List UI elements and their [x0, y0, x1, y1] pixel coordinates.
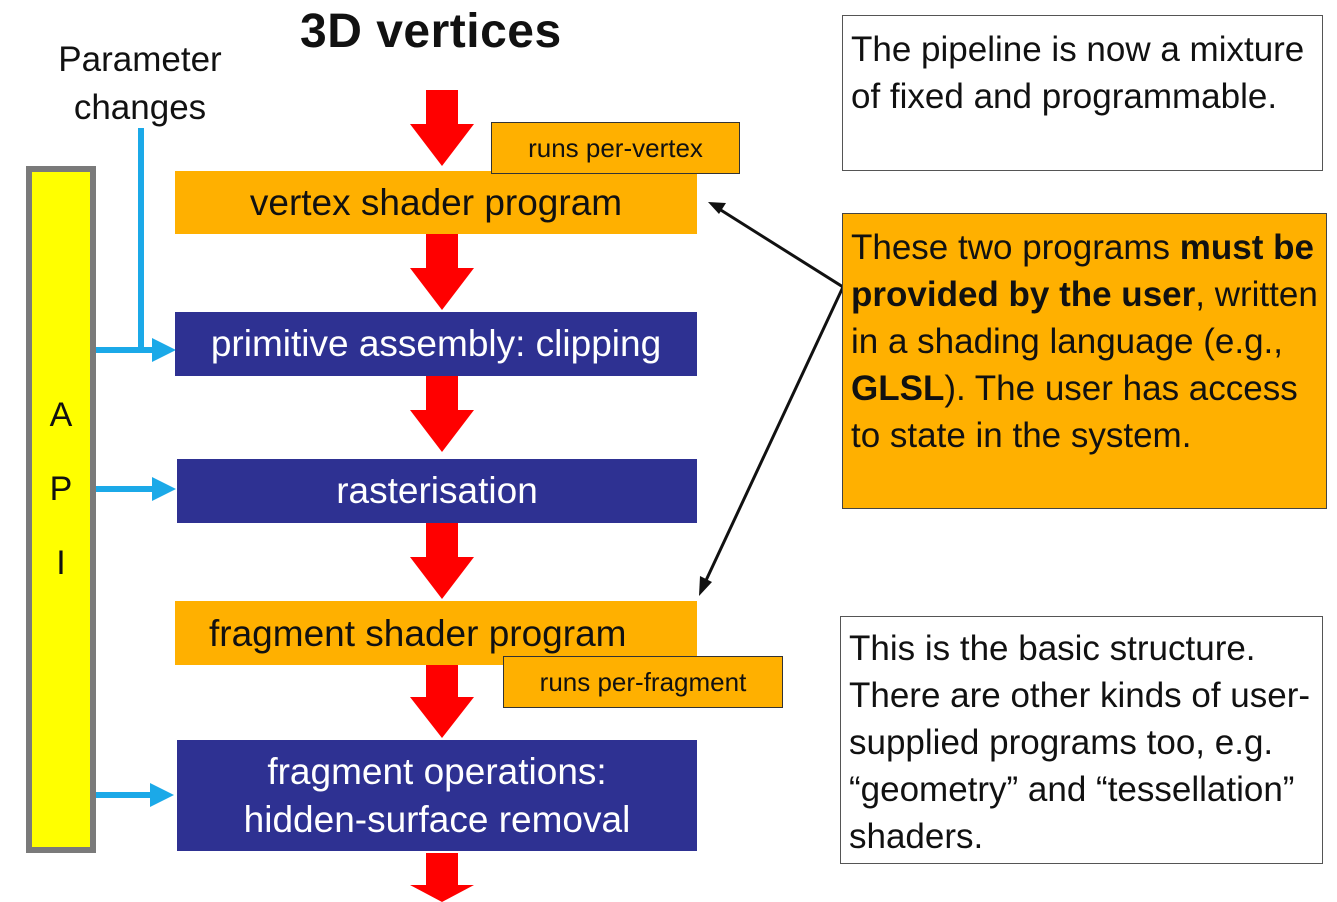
api-letter-a: A: [49, 396, 73, 434]
programs-text-3: ). The user has access to state in the system.: [851, 369, 1298, 455]
fragment-operations-box: [177, 740, 697, 851]
flow-arrow-2: [410, 234, 474, 310]
flow-arrow-6: [410, 853, 474, 902]
basic-structure-note: This is the basic structure. There are other kinds of user-supplied programs too, e.g. “geometry” and “tessellation” shaders.: [840, 616, 1323, 864]
api-letter-p: P: [49, 470, 73, 508]
flow-arrow-3: [410, 376, 474, 452]
programs-bold-2: GLSL: [851, 369, 945, 408]
api-arrow-3-head: [150, 783, 174, 807]
per-vertex-tag: runs per-vertex: [491, 122, 740, 174]
per-fragment-tag: runs per-fragment: [503, 656, 783, 708]
api-arrow-2-head: [152, 477, 176, 501]
programs-text-2: , written in a shading language (e.g.,: [851, 275, 1318, 361]
api-arrow-1-head: [152, 338, 176, 362]
flow-arrow-5: [410, 665, 474, 738]
parameter-label-line1: Parameter: [58, 40, 222, 79]
programs-bold-1: must be provided by the user: [851, 228, 1314, 314]
fragment-ops-line1: fragment operations:: [267, 750, 607, 792]
pointer-head-bottom: [699, 576, 712, 596]
rasterisation-box: rasterisation: [177, 459, 697, 523]
flow-arrow-1: [410, 90, 474, 166]
programs-note: [842, 213, 1327, 509]
flow-arrow-4: [410, 523, 474, 599]
api-letter-i: I: [56, 544, 66, 582]
fragment-ops-line2: hidden-surface removal: [243, 798, 631, 840]
programs-text-1: These two programs: [851, 228, 1180, 267]
mixture-note: The pipeline is now a mixture of fixed and programmable.: [842, 15, 1323, 171]
diagram-title: 3D vertices: [300, 5, 562, 58]
parameter-label-line2: changes: [73, 88, 207, 127]
fragment-shader-box: fragment shader program: [175, 601, 697, 665]
vertex-shader-box: vertex shader program: [175, 171, 697, 234]
primitive-assembly-box: primitive assembly: clipping: [175, 312, 697, 376]
pointer-line: [702, 207, 843, 589]
